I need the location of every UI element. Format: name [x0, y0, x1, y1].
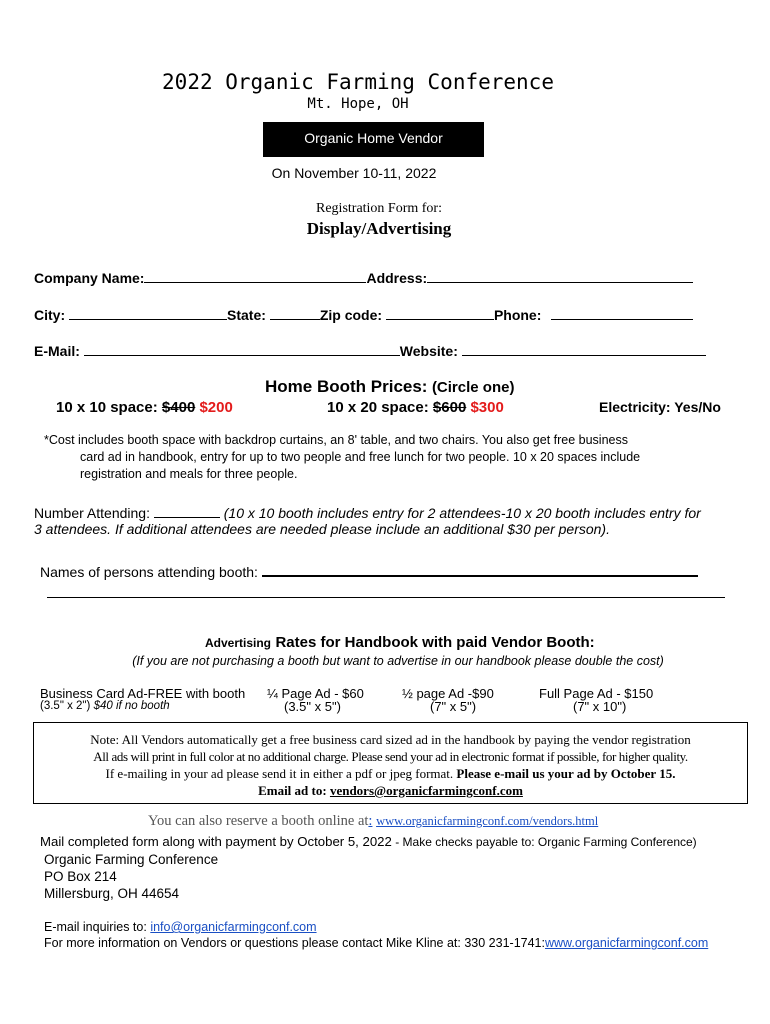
inquiries-email-link[interactable]: info@organicfarmingconf.com [150, 920, 317, 934]
vendor-note-box [33, 722, 748, 804]
note-line4 [34, 782, 747, 799]
cost-note-line2 [80, 450, 640, 464]
address-field[interactable] [427, 269, 693, 283]
price-10x20[interactable] [327, 399, 504, 416]
names-attending-field[interactable] [262, 562, 698, 577]
price-10x10-old: $400 [161, 399, 196, 416]
online-reserve-row [148, 813, 598, 830]
online-reserve-text: You can also reserve a booth online at [148, 813, 369, 829]
more-info-text: For more information on Vendors or questions please contact Mike Kline at: 330 231-1741 [44, 936, 542, 950]
advertising-title: Rates for Handbook with paid Vendor Booth: [275, 634, 595, 651]
website-field[interactable] [462, 342, 706, 356]
advertising-heading [205, 634, 595, 652]
mail-deadline-text: Mail completed form along with payment by October 5, 2022 [40, 834, 392, 849]
conference-location: Mt. Hope, OH [307, 96, 409, 112]
attending-note-line2: 3 attendees. If additional attendees are needed please include an additional $30 per person). [34, 521, 610, 537]
electricity-option[interactable]: Electricity: Yes/No [599, 399, 721, 415]
company-address-row [34, 269, 693, 286]
cost-note-line2b: 10 x 20 spaces include [512, 450, 641, 464]
note-line3 [34, 765, 747, 782]
ad-full-page[interactable]: Full Page Ad - $150 [539, 686, 654, 701]
ad-half-page[interactable]: ½ page Ad -$90 [402, 686, 494, 701]
company-label: Company Name: [34, 270, 145, 286]
email-field[interactable] [84, 342, 400, 356]
note-line1: Note: All Vendors automatically get a free business card sized ad in the handbook by paying the vendor registration [90, 732, 691, 747]
advertising-subheading: (If you are not purchasing a booth but want to advertise in our handbook please double the cost) [132, 654, 664, 668]
booth-prices-title: Home Booth Prices: [265, 377, 428, 396]
number-attending-row [34, 504, 701, 521]
ad-full-size: (7" x 10") [573, 699, 627, 714]
city-field[interactable] [69, 306, 227, 320]
price-10x10-new: $200 [199, 399, 233, 416]
address-label: Address: [366, 270, 428, 286]
zip-label: Zip code: [319, 307, 383, 323]
city-state-row [34, 306, 693, 323]
ad-quarter-size: (3.5" x 5") [284, 699, 341, 714]
vendor-banner: Organic Home Vendor [263, 122, 484, 157]
phone-field[interactable] [551, 306, 693, 320]
conference-title: 2022 Organic Farming Conference [162, 70, 554, 94]
more-info-link[interactable]: www.organicfarmingconf.com [545, 936, 709, 950]
email-ad-link[interactable]: vendors@organicfarmingconf.com [329, 783, 523, 798]
cost-note-line2a: card ad in handbook, entry for up to two people and free lunch for two people. [80, 450, 510, 464]
mail-address-city: Millersburg, OH 44654 [44, 886, 180, 901]
company-name-field[interactable] [144, 269, 366, 283]
mail-address-box: PO Box 214 [44, 869, 117, 884]
zip-field[interactable] [386, 306, 494, 320]
cost-note-line1: *Cost includes booth space with backdrop curtains, an 8' table, and two chairs. You also get free business [44, 433, 628, 447]
email-ad-label: Email ad to: [258, 783, 327, 798]
city-label: City: [34, 307, 66, 323]
price-10x20-label: 10 x 20 space: [327, 399, 429, 416]
online-reserve-link[interactable]: www.organicfarmingconf.com/vendors.html [376, 814, 599, 828]
names-attending-line2[interactable] [47, 597, 725, 598]
mail-address-name: Organic Farming Conference [44, 852, 219, 867]
form-for-label: Registration Form for: [316, 201, 442, 216]
state-label: State: [227, 307, 266, 323]
website-label: Website: [399, 343, 458, 359]
price-10x10[interactable] [56, 399, 233, 416]
ad-business-card[interactable]: Business Card Ad-FREE with booth [40, 686, 246, 701]
attending-note-line1: (10 x 10 booth includes entry for 2 attendees-10 x 20 booth includes entry for [223, 505, 701, 521]
ad-half-size: (7" x 5") [430, 699, 477, 714]
note-deadline: Please e-mail us your ad by October 15. [456, 766, 676, 781]
advertising-prefix: Advertising [205, 636, 272, 650]
business-card-note: $40 if no booth [93, 700, 170, 712]
circle-one-note: (Circle one) [431, 379, 515, 396]
ad-quarter-page[interactable]: ¼ Page Ad - $60 [267, 686, 364, 701]
price-10x20-new: $300 [470, 399, 504, 416]
checks-payable-text: - Make checks payable to: Organic Farming Conference) [391, 835, 697, 849]
business-card-size: (3.5" x 2") [40, 700, 91, 712]
inquiries-label: E-mail inquiries to: [44, 920, 147, 934]
number-attending-field[interactable] [154, 504, 220, 518]
mail-instructions [40, 834, 697, 849]
price-10x10-label: 10 x 10 space: [56, 399, 158, 416]
price-10x20-old: $600 [432, 399, 467, 416]
note-line3a: If e-mailing in your ad please send it in either a pdf or jpeg format. [105, 766, 454, 781]
booth-prices-heading [265, 377, 514, 397]
names-attending-label: Names of persons attending booth: [40, 564, 258, 580]
conference-dates: On November 10-11, 2022 [271, 165, 437, 181]
phone-label: Phone: [493, 307, 542, 323]
inquiries-row [44, 920, 317, 934]
more-info-colon: : [541, 936, 545, 950]
online-colon: : [368, 813, 373, 829]
cost-note-line3: registration and meals for three people. [80, 467, 298, 481]
note-line2: All ads will print in full color at no additional charge. Please send your ad in electronic format if possible, for higher quality. [93, 749, 688, 764]
email-label: E-Mail: [34, 343, 80, 359]
form-type: Display/Advertising [306, 219, 452, 238]
email-website-row [34, 342, 706, 359]
number-attending-label: Number Attending: [34, 505, 150, 521]
ad-business-card-size [40, 700, 170, 712]
state-field[interactable] [270, 306, 320, 320]
more-info-row [44, 936, 708, 950]
names-attending-row [40, 562, 698, 580]
